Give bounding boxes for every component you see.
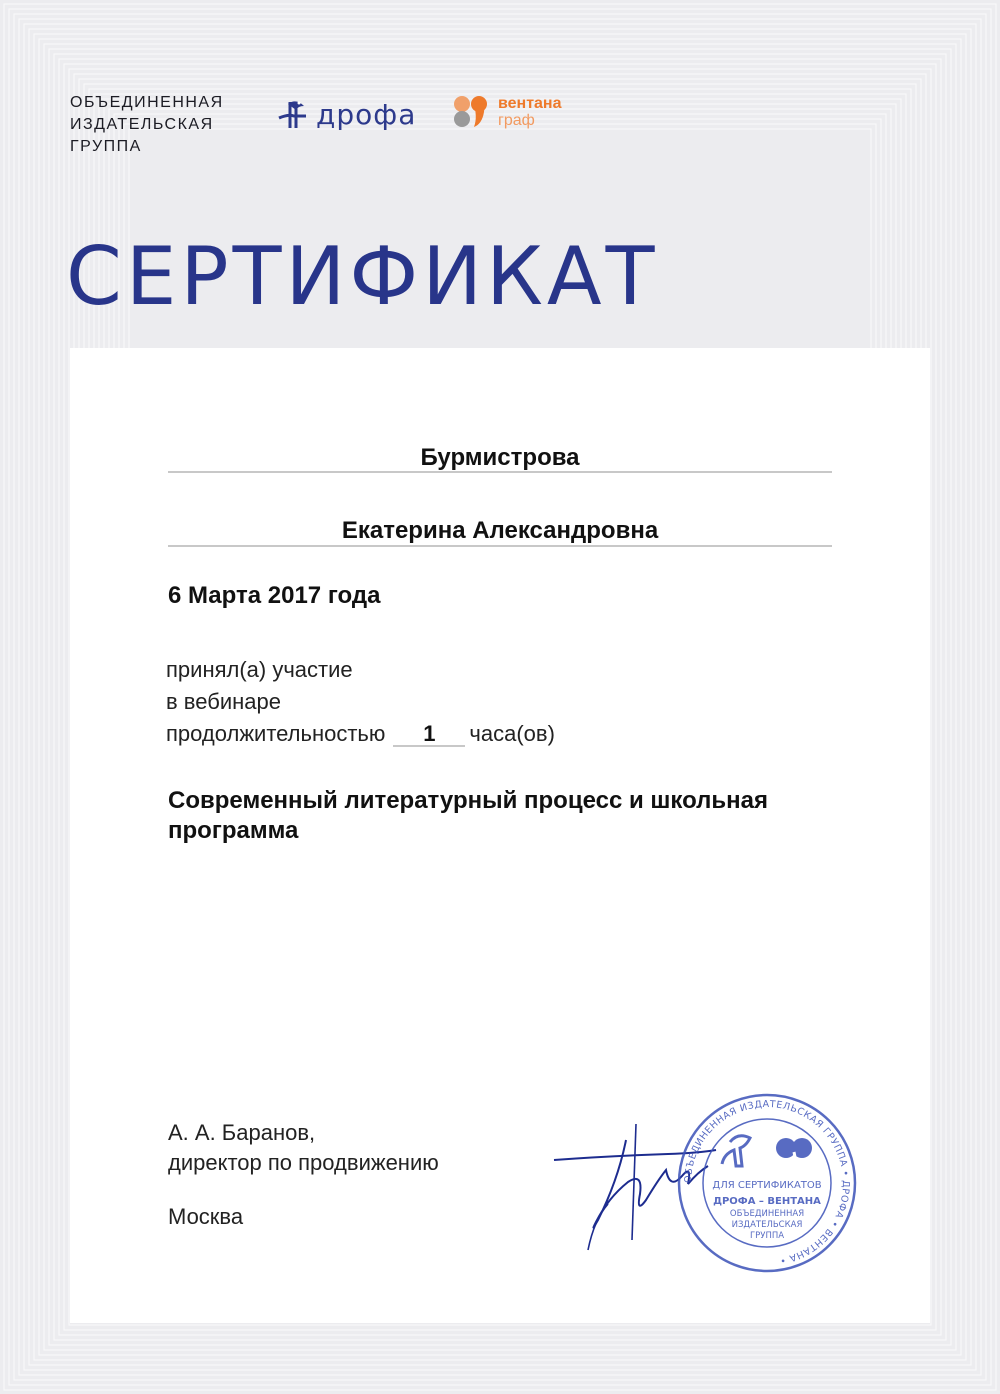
stamp-center-line: ИЗДАТЕЛЬСКАЯ: [731, 1220, 803, 1230]
webinar-title: Современный литературный процесс и школьная программа: [168, 787, 769, 844]
given-names-field: [168, 517, 832, 549]
stamp-ring-text: ОБЪЕДИНЕННАЯ ИЗДАТЕЛЬСКАЯ ГРУППА • ДРОФА • ВЕНТАНА •: [682, 1098, 852, 1266]
webinar-line: в вебинаре: [166, 689, 281, 714]
duration-suffix: часа(ов): [469, 721, 555, 746]
drofa-logo: [276, 96, 416, 132]
publisher-group-name: [70, 92, 260, 158]
stamp-center-line: ГРУППА: [749, 1231, 785, 1241]
duration-hours: 1: [393, 723, 465, 747]
signatory-position: директор по продвижению: [168, 1150, 439, 1175]
stamp-label: ДЛЯ СЕРТИФИКАТОВ: [712, 1180, 822, 1191]
signatory-block: [168, 1118, 439, 1178]
publisher-line: ГРУППА: [70, 138, 142, 155]
drofa-logo-text: дрофа: [316, 97, 417, 131]
surname-field: [168, 444, 832, 474]
graf-logo-text: граф: [498, 112, 535, 129]
city: Москва: [168, 1204, 244, 1229]
publisher-line: ИЗДАТЕЛЬСКАЯ: [70, 116, 214, 133]
duration-prefix: продолжительностью: [166, 721, 386, 746]
certificate-date: 6 Марта 2017 года: [168, 582, 381, 609]
drofa-bird-icon: [276, 96, 312, 132]
ventana-butterfly-icon: [452, 94, 492, 130]
company-stamp: [676, 1092, 858, 1274]
duration-line: [166, 721, 555, 747]
given-names-underline: [168, 545, 832, 547]
surname-underline: [168, 471, 832, 473]
ventana-logo-text: вентана: [498, 95, 562, 112]
certificate-title: СЕРТИФИКАТ: [66, 230, 659, 323]
publisher-line: ОБЪЕДИНЕННАЯ: [70, 94, 224, 111]
stamp-center-line: ОБЪЕДИНЕННАЯ: [729, 1209, 805, 1219]
participation-line: принял(а) участие: [166, 657, 353, 682]
signatory-name: А. А. Баранов,: [168, 1120, 316, 1145]
surname-value: Бурмистрова: [420, 444, 580, 471]
given-names-value: Екатерина Александровна: [341, 517, 659, 544]
stamp-center-line: ДРОФА – ВЕНТАНА: [713, 1196, 821, 1207]
ventana-logo: [452, 94, 561, 130]
